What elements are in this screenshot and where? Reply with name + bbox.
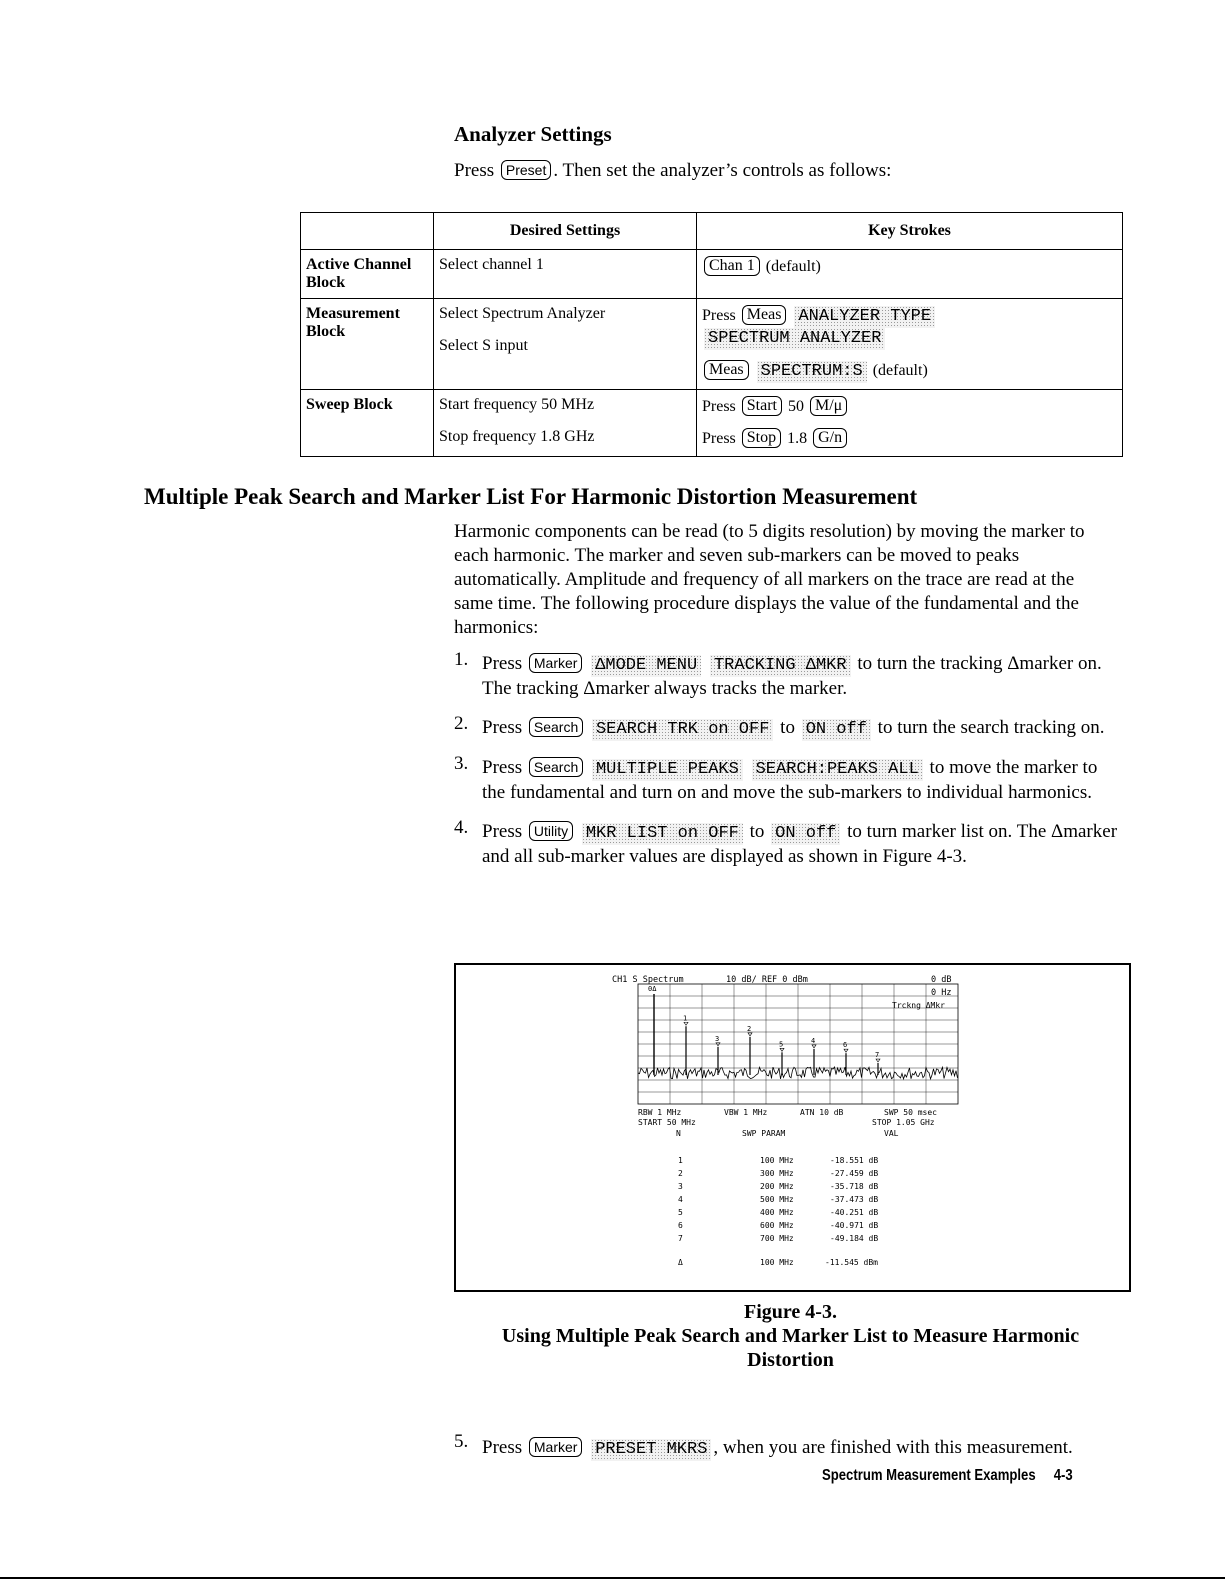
step-text: Press	[482, 1437, 523, 1458]
footer-title: Spectrum Measurement Examples	[822, 1467, 1036, 1484]
marker-triangle	[716, 1043, 720, 1046]
step-2	[454, 713, 1124, 741]
list-val: -40.251 dB	[830, 1208, 879, 1217]
key-suffix: (default)	[872, 362, 928, 379]
analyzer-settings-intro	[454, 160, 891, 182]
chan1-key: Chan 1	[704, 256, 760, 276]
search-key: Search	[529, 717, 583, 737]
marker-label: 4	[811, 1036, 816, 1045]
list-n: 6	[678, 1221, 683, 1230]
step-text: to	[780, 717, 795, 738]
caption-line: Distortion	[747, 1349, 834, 1371]
step-text: to turn the search tracking on.	[877, 717, 1105, 738]
marker-label: 7	[875, 1051, 880, 1060]
step-number: 5.	[454, 1431, 469, 1452]
key-stroke-line	[702, 396, 1117, 418]
marker-triangle	[780, 1048, 784, 1051]
setting-text: Stop frequency 1.8 GHz	[439, 428, 595, 445]
step-text: to move the marker to the fundamental and turn on and move the sub-markers to individual harmonics.	[482, 757, 1098, 803]
figure-caption	[454, 1300, 1127, 1372]
step-number: 2.	[454, 713, 469, 734]
stop-key: Stop	[742, 428, 781, 448]
setting-text: Select Spectrum Analyzer	[439, 305, 606, 322]
delta-marker-label: 0Δ	[648, 985, 657, 993]
footer-vbw: VBW 1 MHz	[724, 1108, 768, 1117]
marker-list	[678, 1156, 878, 1267]
softkey-on-off: ON off	[771, 823, 840, 845]
row-header-sweep: Sweep Block	[301, 390, 434, 457]
section-title: Multiple Peak Search and Marker List For Harmonic Distortion Measurement	[144, 484, 918, 509]
start-key: Start	[742, 396, 782, 416]
key-value: 50	[788, 398, 804, 415]
step-text: , when you are finished with this measurement.	[713, 1437, 1073, 1458]
marker-triangle	[748, 1033, 752, 1036]
step-text: Press	[482, 717, 523, 738]
softkey-search-peaks-all: SEARCH:PEAKS ALL	[752, 759, 923, 781]
step-number: 3.	[454, 753, 469, 774]
softkey-preset-mkrs: PRESET MKRS	[591, 1439, 711, 1461]
list-val: -11.545 dBm	[825, 1258, 878, 1267]
step-text: Press	[482, 653, 523, 674]
marker-label: 1	[683, 1014, 688, 1023]
list-val: -18.551 dB	[830, 1156, 879, 1165]
marker-key: Marker	[529, 1437, 583, 1457]
key-strokes	[697, 390, 1123, 457]
list-param: 100 MHz	[760, 1156, 794, 1165]
screen-header-left: CH1 S Spectrum	[612, 975, 684, 985]
key-suffix: (default)	[765, 258, 821, 275]
key-value: 1.8	[787, 430, 808, 447]
list-val: -27.459 dB	[830, 1169, 879, 1178]
footer-swp: SWP 50 msec	[884, 1108, 937, 1117]
screen-header-right3: Trckng ΔMkr	[892, 1001, 945, 1010]
table-header-row	[301, 213, 1123, 250]
step-3	[454, 753, 1124, 805]
table-header-keys: Key Strokes	[697, 213, 1123, 250]
list-n: 5	[678, 1208, 683, 1217]
page-number: 4-3	[1053, 1467, 1073, 1484]
list-n: Δ	[678, 1258, 683, 1267]
table-row	[301, 250, 1123, 299]
list-n: 3	[678, 1182, 683, 1191]
softkey-delta-mode-menu: ΔMODE MENU	[591, 655, 701, 677]
settings-table	[300, 212, 1123, 457]
screen-header-right2: 0 Hz	[931, 988, 952, 998]
step-text: Press	[482, 821, 523, 842]
softkey-search-trk: SEARCH TRK on OFF	[592, 719, 773, 741]
list-val: -40.971 dB	[830, 1221, 879, 1230]
preset-key: Preset	[501, 160, 551, 180]
softkey-spectrum-analyzer: SPECTRUM ANALYZER	[704, 328, 885, 350]
search-key: Search	[529, 757, 583, 777]
step-text: Press	[482, 757, 523, 778]
key-prefix: Press	[702, 307, 736, 324]
desired-setting	[434, 390, 697, 457]
list-param: 400 MHz	[760, 1208, 794, 1217]
step-text: to	[749, 821, 765, 842]
step-5	[454, 1431, 1094, 1461]
list-n: 4	[678, 1195, 683, 1204]
caption-line: Using Multiple Peak Search and Marker List to Measure Harmonic	[501, 1325, 1080, 1347]
desired-setting	[434, 299, 697, 390]
footer-atn: ATN 10 dB	[800, 1108, 844, 1117]
marker-label: 5	[779, 1040, 784, 1049]
list-n: 1	[678, 1156, 683, 1165]
table-header-empty	[301, 213, 434, 250]
marker-label: 6	[843, 1041, 848, 1050]
softkey-mkr-list: MKR LIST on OFF	[582, 823, 743, 845]
softkey-on-off: ON off	[802, 719, 871, 741]
step-number: 4.	[454, 817, 469, 838]
softkey-analyzer-type: ANALYZER TYPE	[794, 306, 935, 328]
list-param: 300 MHz	[760, 1169, 794, 1178]
meas-key: Meas	[742, 305, 787, 325]
key-stroke-line	[702, 256, 1117, 278]
list-n: 7	[678, 1234, 683, 1243]
g-n-key: G/n	[813, 428, 847, 448]
marker-triangle	[844, 1049, 848, 1052]
key-prefix: Press	[702, 398, 736, 415]
screen-header-right1: 0 dB	[931, 975, 952, 985]
setting-text: Select S input	[439, 337, 528, 354]
list-param: 500 MHz	[760, 1195, 794, 1204]
m-mu-key: M/μ	[810, 396, 847, 416]
list-val: -35.718 dB	[830, 1182, 879, 1191]
softkey-multiple-peaks: MULTIPLE PEAKS	[592, 759, 743, 781]
utility-key: Utility	[529, 821, 573, 841]
softkey-tracking-delta-mkr: TRACKING ΔMKR	[710, 655, 851, 677]
list-param: 200 MHz	[760, 1182, 794, 1191]
analyzer-screen	[456, 965, 1129, 1290]
list-header-n: N	[676, 1129, 681, 1138]
meas-key: Meas	[704, 360, 749, 380]
footer-rbw: RBW 1 MHz	[638, 1108, 682, 1117]
desired-setting	[434, 250, 697, 299]
step-number: 1.	[454, 649, 469, 670]
table-header-desired: Desired Settings	[434, 213, 697, 250]
list-header-val: VAL	[884, 1129, 899, 1138]
table-row	[301, 390, 1123, 457]
bottom-rule	[0, 1577, 1225, 1579]
row-header-active-channel: Active Channel Block	[301, 250, 434, 299]
softkey-spectrum-s: SPECTRUM:S	[757, 361, 867, 383]
marker-label: 3	[715, 1034, 720, 1043]
list-param: 100 MHz	[760, 1258, 794, 1267]
procedure-steps	[454, 649, 1124, 884]
screen-header-scale: 10 dB/ REF 0 dBm	[726, 975, 808, 985]
step-4	[454, 817, 1124, 869]
analyzer-screen-figure	[454, 963, 1131, 1292]
list-header-param: SWP PARAM	[742, 1129, 786, 1138]
key-stroke-line	[702, 305, 1117, 350]
section-paragraph: Harmonic components can be read (to 5 digits resolution) by moving the marker to each harmonic. The marker and seven sub-markers can be moved to peaks automatically. Amplitude and frequency of all markers on the trace are read at the same time. The following procedure displays the value of the fundamental and the harmonics:	[454, 521, 1085, 638]
key-strokes	[697, 250, 1123, 299]
list-val: -49.184 dB	[830, 1234, 879, 1243]
step-text: to turn the tracking Δmarker on. The tracking Δmarker always tracks the marker.	[482, 653, 1102, 699]
key-stroke-line	[702, 360, 1117, 383]
intro-text-post: . Then set the analyzer’s controls as follows:	[553, 160, 892, 181]
step-1	[454, 649, 1124, 701]
list-param: 700 MHz	[760, 1234, 794, 1243]
step-text: to turn marker list on. The Δmarker and all sub-marker values are displayed as shown in Figure 4-3.	[482, 821, 1118, 867]
setting-text: Start frequency 50 MHz	[439, 396, 595, 413]
list-val: -37.473 dB	[830, 1195, 879, 1204]
marker-triangle	[876, 1059, 880, 1062]
analyzer-settings-heading: Analyzer Settings	[454, 122, 612, 146]
key-strokes	[697, 299, 1123, 390]
marker-triangle	[684, 1022, 688, 1025]
marker-key: Marker	[529, 653, 583, 673]
page-footer	[822, 1467, 1073, 1485]
key-stroke-line	[702, 428, 1117, 450]
list-n: 2	[678, 1169, 683, 1178]
footer-start: START 50 MHz	[638, 1118, 696, 1127]
caption-line: Figure 4-3.	[744, 1301, 837, 1323]
key-prefix: Press	[702, 430, 736, 447]
marker-triangle	[812, 1045, 816, 1048]
intro-text: Press	[454, 160, 495, 181]
step-5-text	[454, 1436, 1094, 1461]
list-param: 600 MHz	[760, 1221, 794, 1230]
footer-stop: STOP 1.05 GHz	[872, 1118, 935, 1127]
marker-label: 2	[747, 1024, 752, 1033]
table-row	[301, 299, 1123, 390]
setting-text: Select channel 1	[439, 256, 544, 273]
row-header-measurement: Measurement Block	[301, 299, 434, 390]
